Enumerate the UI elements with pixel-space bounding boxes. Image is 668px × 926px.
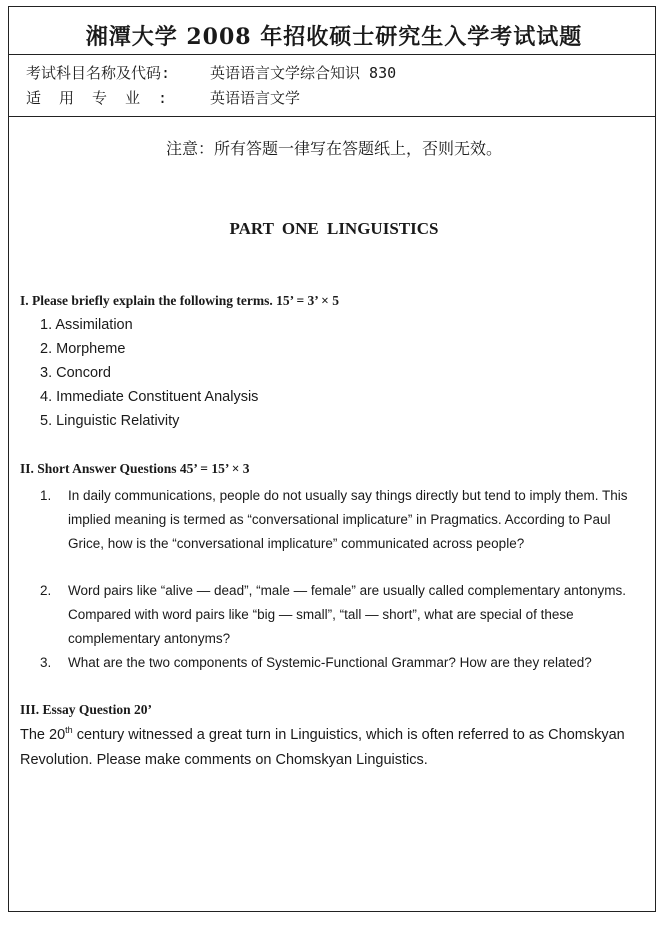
exam-title: 湘潭大学 2008 年招收硕士研究生入学考试试题 bbox=[85, 24, 583, 50]
essay-superscript: th bbox=[65, 725, 73, 736]
subject-label: 考试科目名称及代码: bbox=[26, 64, 171, 82]
term-item: 3. Concord bbox=[40, 365, 111, 381]
notice-text: 注意：所有答题一律写在答题纸上，否则无效。 bbox=[165, 139, 502, 158]
question-number: 1. bbox=[40, 488, 52, 503]
header-divider bbox=[8, 116, 656, 117]
section-3-heading: III. Essay Question 20’ bbox=[20, 702, 153, 717]
question-text: Word pairs like “alive — dead”, “male — female” are usually called complementary antonyms. Compared with word pairs like “big — small”, “tall — short”, what are special of these complementary antonyms? bbox=[68, 583, 626, 646]
major-row bbox=[26, 87, 300, 108]
essay-text-start: The 20 bbox=[20, 727, 66, 743]
subject-value: 英语语言文学综合知识 830 bbox=[210, 64, 397, 82]
title-divider bbox=[8, 54, 656, 55]
subject-row bbox=[26, 62, 396, 83]
part-title: PART ONE LINGUISTICS bbox=[229, 219, 439, 238]
section-1-heading: I. Please briefly explain the following terms. 15’ = 3’ × 5 bbox=[20, 293, 339, 308]
essay-question-text bbox=[20, 723, 646, 773]
question-text: In daily communications, people do not usually say things directly but tend to imply them. This implied meaning is termed as “conversational implicature” in Pragmatics. According to Paul Grice, how is the “conversational implicature” communicated across people? bbox=[68, 488, 628, 551]
question-number: 2. bbox=[40, 583, 52, 598]
term-item: 4. Immediate Constituent Analysis bbox=[40, 389, 259, 405]
major-value: 英语语言文学 bbox=[210, 89, 301, 107]
term-item: 5. Linguistic Relativity bbox=[40, 413, 180, 429]
term-item: 1. Assimilation bbox=[40, 317, 133, 333]
question-number: 3. bbox=[40, 655, 52, 670]
term-item: 2. Morpheme bbox=[40, 341, 126, 357]
essay-text-rest: century witnessed a great turn in Linguistics, which is often referred to as Chomskyan Revolution. Please make comments on Chomskyan Linguistics. bbox=[20, 727, 625, 768]
major-label: 适用专业: bbox=[26, 89, 186, 107]
question-text: What are the two components of Systemic-Functional Grammar? How are they related? bbox=[68, 655, 592, 670]
section-2-heading: II. Short Answer Questions 45’ = 15’ × 3 bbox=[20, 461, 250, 476]
